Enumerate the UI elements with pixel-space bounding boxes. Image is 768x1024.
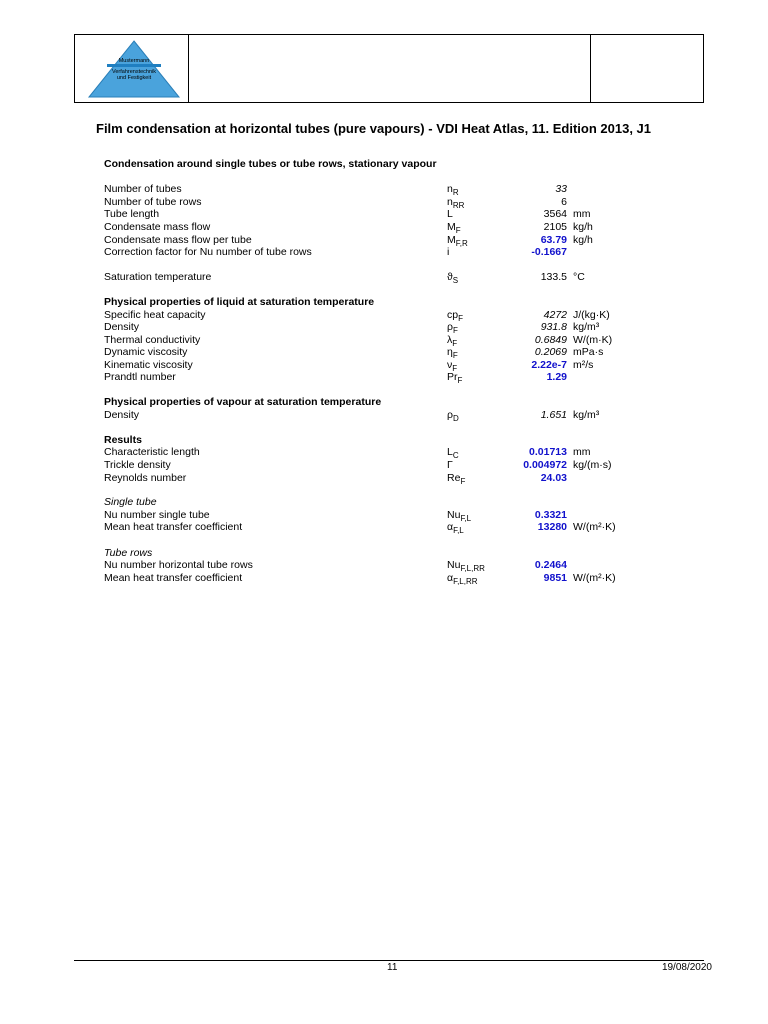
row-label: Number of tubes [104,183,182,195]
row-unit: W/(m²·K) [573,521,616,533]
row-value: 0.6849 [534,334,567,346]
row-symbol: $\lambda_F$ [447,334,458,348]
row-value: -0.1667 [531,246,567,258]
row-condensate-mass-flow [0,221,768,234]
row-value: 9851 [543,572,567,584]
row-symbol: $L_C$ [447,446,459,460]
row-unit: J/(kg·K) [573,309,610,321]
row-value: 931.8 [540,321,567,333]
row-dynamic-viscosity [0,346,768,359]
row-symbol: $\alpha_{F,L}$ [447,521,464,535]
footer-divider [74,960,704,961]
row-symbol: $M_F$ [447,221,461,235]
row-label: Trickle density [104,459,171,471]
page-number: 11 [387,962,398,973]
row-reynolds-number [0,472,768,485]
row-value: 1.29 [546,371,567,383]
logo-line-2: Verfahrenstechnik [111,69,157,75]
row-density-vapour [0,409,768,422]
row-value: 133.5 [540,271,567,283]
row-label: Tube length [104,208,160,220]
row-symbol: $\rho_F$ [447,321,458,335]
row-symbol: $Nu_{F,L}$ [447,509,472,523]
row-density-liquid [0,321,768,334]
row-label: Kinematic viscosity [104,359,193,371]
row-label: Nu number horizontal tube rows [104,559,253,571]
row-unit: kg/h [573,234,593,246]
row-value: 24.03 [540,472,567,484]
row-value: 6 [561,196,567,208]
row-label: Condensate mass flow [104,221,211,233]
row-unit: mm [573,446,591,458]
section-title-vapour: Physical properties of vapour at saturation temperature [104,396,382,408]
row-label: Density [104,409,140,421]
section-title-liquid: Physical properties of liquid at saturation temperature [104,296,375,308]
row-symbol: $ϑ_S$ [447,271,459,285]
section-title-results: Results [104,434,142,446]
row-unit: m²/s [573,359,594,371]
row-symbol: $cp_F$ [447,309,463,323]
subsection-single-tube: Single tube [104,496,157,508]
row-symbol: $\rho_D$ [447,409,459,423]
row-unit: kg/m³ [573,409,600,421]
row-saturation-temperature [0,271,768,284]
row-tube-length [0,208,768,221]
row-unit: kg/h [573,221,593,233]
logo-line-3: und Festigkeit [116,75,152,81]
row-value: 3564 [543,208,567,220]
footer-date: 19/08/2020 [661,962,712,973]
row-symbol: i [447,246,450,258]
row-unit: kg/(m·s) [573,459,612,471]
row-label: Thermal conductivity [104,334,201,346]
document-title: Film condensation at horizontal tubes (pure vapours) - VDI Heat Atlas, 11. Edition 2013, J1 [96,121,652,136]
row-label: Nu number single tube [104,509,210,521]
row-alpha-single-tube [0,521,768,534]
row-unit: mm [573,208,591,220]
row-symbol: $Pr_F$ [447,371,463,385]
row-trickle-density [0,459,768,472]
row-value: 1.651 [540,409,567,421]
row-alpha-tube-rows [0,572,768,585]
row-unit: W/(m·K) [573,334,613,346]
row-correction-factor [0,246,768,259]
row-symbol: $M_{F,R}$ [447,234,468,248]
row-unit: kg/m³ [573,321,600,333]
row-value: 2.22e-7 [531,359,567,371]
row-symbol: $\nu_F$ [447,359,458,373]
row-value: 4272 [543,309,567,321]
row-unit: mPa·s [573,346,604,358]
row-symbol: $n_{RR}$ [447,196,465,210]
row-label: Prandtl number [104,371,176,383]
row-label: Density [104,321,140,333]
row-symbol: $Nu_{F,L,RR}$ [447,559,485,573]
row-prandtl-number [0,371,768,384]
subsection-tube-rows: Tube rows [104,547,153,559]
row-label: Dynamic viscosity [104,346,188,358]
row-label: Mean heat transfer coefficient [104,572,243,584]
header-divider [188,35,189,102]
row-symbol: $n_R$ [447,183,459,197]
row-unit: W/(m²·K) [573,572,616,584]
row-label: Number of tube rows [104,196,202,208]
logo-line-1: Mustermann [118,58,150,64]
row-number-of-tubes [0,183,768,196]
row-label: Saturation temperature [104,271,212,283]
row-label: Reynolds number [104,472,187,484]
row-label: Condensate mass flow per tube [104,234,252,246]
row-nu-tube-rows [0,559,768,572]
header-box [74,34,704,103]
section-title-stationary: Condensation around single tubes or tube rows, stationary vapour [104,158,437,170]
row-value: 13280 [537,521,567,533]
header-divider [590,35,591,102]
row-value: 0.3321 [534,509,567,521]
row-value: 0.01713 [529,446,567,458]
row-value: 2105 [543,221,567,233]
row-label: Characteristic length [104,446,200,458]
row-value: 33 [555,183,567,195]
row-label: Correction factor for Nu number of tube rows [104,246,312,258]
company-logo [87,39,181,99]
row-symbol: $Re_F$ [447,472,466,486]
row-symbol: $\alpha_{F,L,RR}$ [447,572,478,586]
row-symbol: $\eta_F$ [447,346,458,360]
row-value: 0.2464 [534,559,567,571]
row-value: 0.004972 [523,459,567,471]
row-unit: °C [573,271,585,283]
row-symbol: Γ [447,459,453,471]
row-value: 0.2069 [534,346,567,358]
row-label: Specific heat capacity [104,309,206,321]
row-label: Mean heat transfer coefficient [104,521,243,533]
row-symbol: L [447,208,453,220]
row-value: 63.79 [540,234,567,246]
row-characteristic-length [0,446,768,459]
